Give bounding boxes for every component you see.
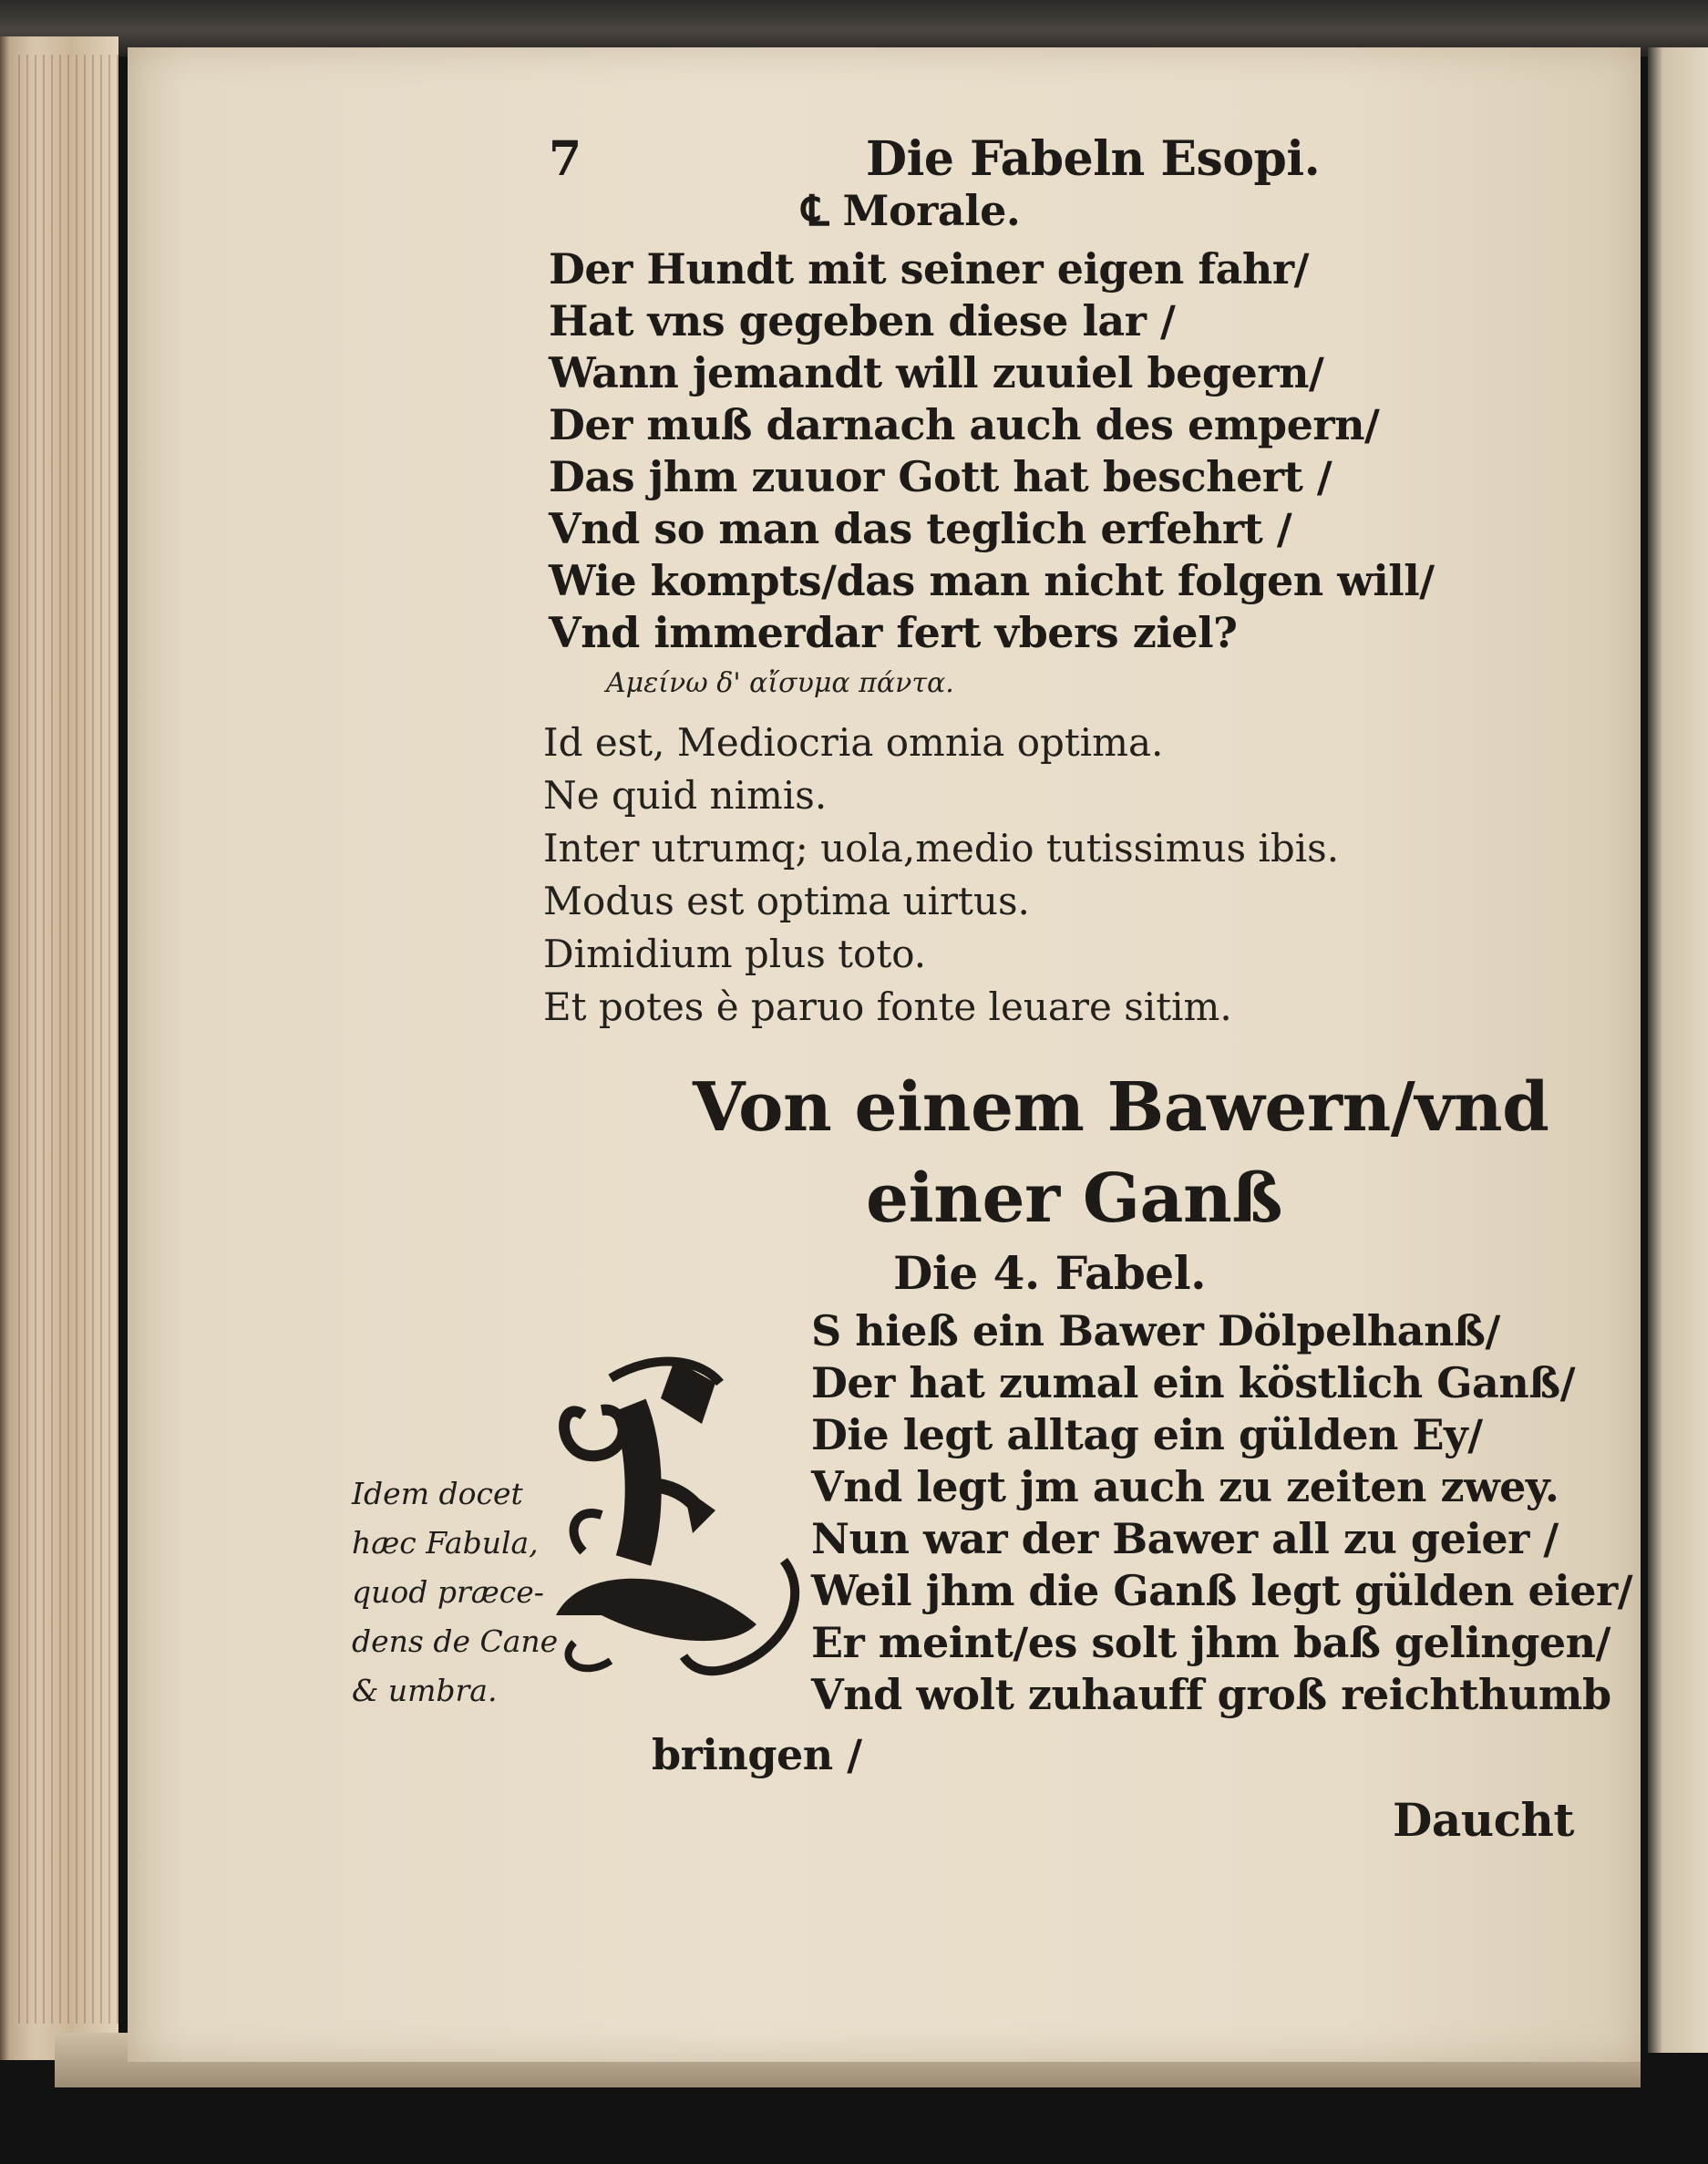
fable-continuation: bringen / [652, 1730, 862, 1779]
moral-heading: ℄ Morale. [802, 186, 1021, 235]
moral-verse: Vnd immerdar fert vbers ziel? [549, 608, 1238, 657]
latin-line: Id est, Mediocria omnia optima. [543, 720, 1164, 765]
fable-verse: Der hat zumal ein köstlich Ganß/ [811, 1358, 1576, 1407]
moral-verse: Das jhm zuuor Gott hat beschert / [549, 452, 1332, 501]
fable-verse: Vnd legt jm auch zu zeiten zwey. [811, 1462, 1559, 1511]
fable-verse: Vnd wolt zuhauff groß reichthumb [811, 1670, 1611, 1719]
margin-note-line: Idem docet [352, 1476, 523, 1511]
running-title: Die Fabeln Esopi. [866, 131, 1321, 187]
latin-line: Modus est optima uirtus. [543, 879, 1030, 923]
margin-note-line: & umbra. [352, 1673, 498, 1708]
catchword: Daucht [1393, 1793, 1575, 1847]
fable-verse: S hieß ein Bawer Dölpelhanß/ [811, 1306, 1500, 1355]
margin-note-line: quod præce- [352, 1574, 544, 1610]
moral-verse: Der muß darnach auch des empern/ [549, 400, 1380, 449]
moral-verse: Vnd so man das teglich erfehrt / [549, 504, 1292, 553]
fable-verse: Weil jhm die Ganß legt gülden eier/ [811, 1566, 1633, 1615]
book-page-edge-lines [18, 55, 118, 2024]
book-page [128, 47, 1641, 2062]
greek-proverb: Αμείνω δ' αἴσυμα πάντα. [606, 667, 954, 699]
fable-verse: Nun war der Bawer all zu geier / [811, 1514, 1559, 1563]
facing-page-edge [1648, 47, 1708, 2053]
latin-line: Et potes è paruo fonte leuare sitim. [543, 984, 1232, 1029]
drop-cap-letter: E [647, 1571, 654, 1582]
moral-verse: Hat vns gegeben diese lar / [549, 296, 1176, 345]
woodcut-initial-art [547, 1342, 820, 1706]
margin-note-line: dens de Cane [352, 1623, 559, 1659]
page-number: 7 [549, 131, 581, 187]
latin-line: Inter utrumq; uola,medio tutissimus ibis. [543, 826, 1340, 871]
fable-title-line1: Von einem Bawern/vnd [693, 1068, 1549, 1147]
fable-verse: Die legt alltag ein gülden Ey/ [811, 1410, 1483, 1459]
fable-verse: Er meint/es solt jhm baß gelingen/ [811, 1618, 1610, 1667]
moral-verse: Der Hundt mit seiner eigen fahr/ [549, 244, 1309, 294]
latin-line: Dimidium plus toto. [543, 932, 927, 976]
woodcut-initial [547, 1342, 820, 1706]
moral-verse: Wann jemandt will zuuiel begern/ [549, 348, 1324, 397]
margin-note [352, 1469, 558, 1716]
fable-number: Die 4. Fabel. [893, 1246, 1207, 1300]
moral-verse: Wie kompts/das man nicht folgen will/ [549, 556, 1435, 605]
margin-note-line: hæc Fabula, [352, 1525, 539, 1561]
latin-line: Ne quid nimis. [543, 773, 828, 818]
fable-title-line2: einer Ganß [866, 1159, 1282, 1238]
